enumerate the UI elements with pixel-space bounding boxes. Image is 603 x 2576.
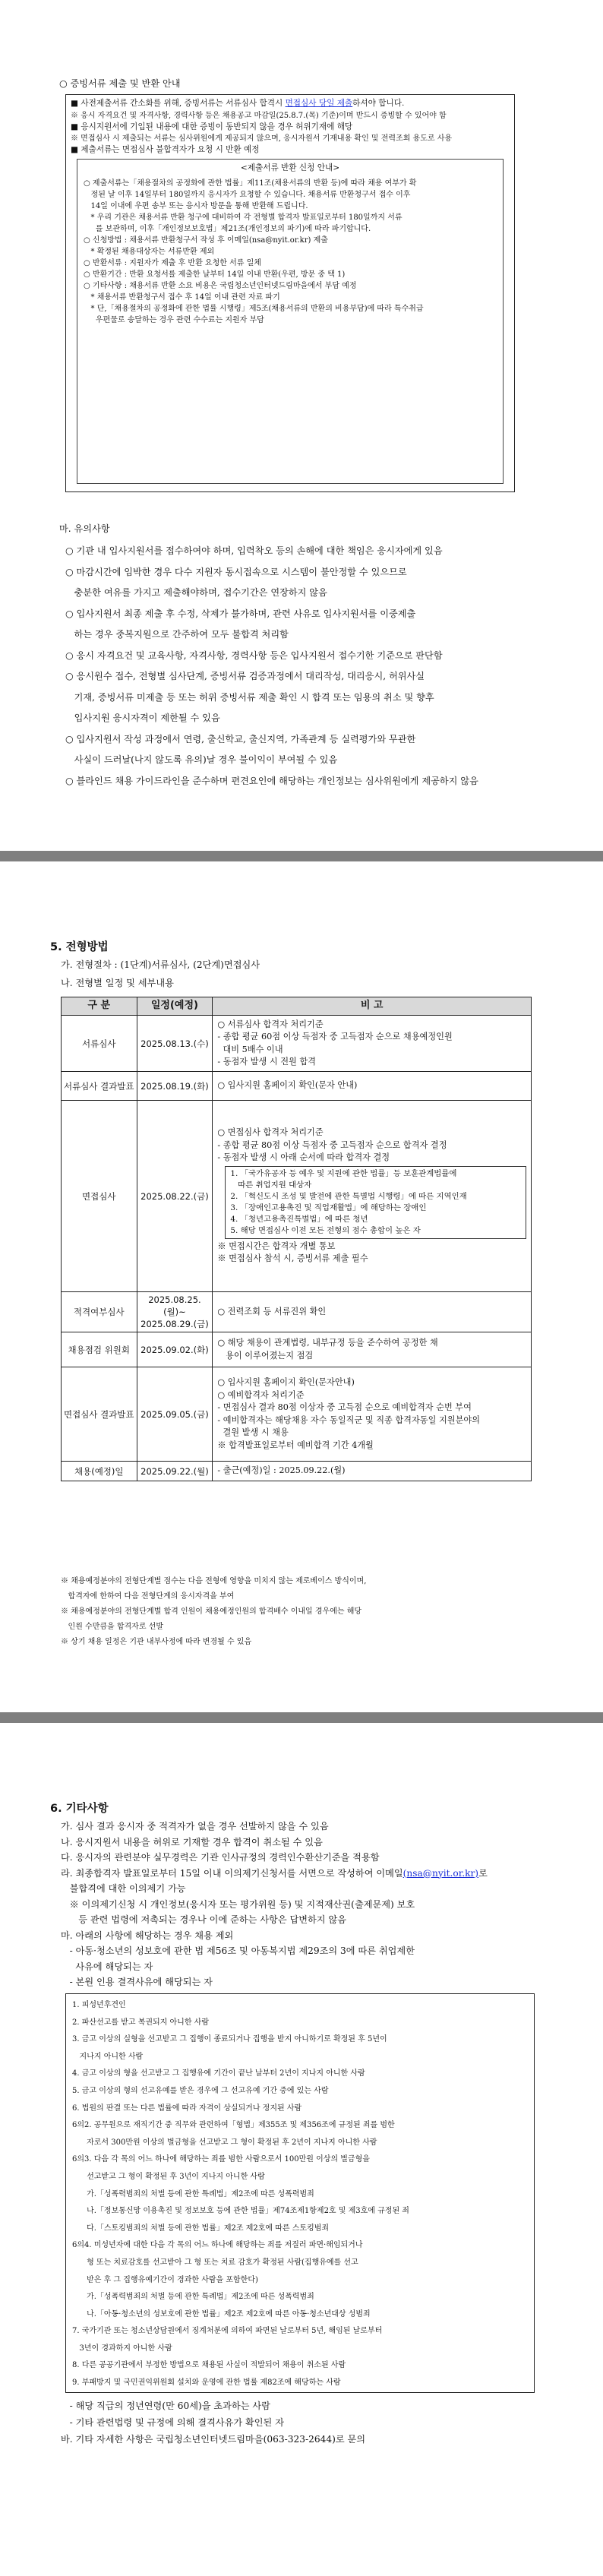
- tiebreak-rule: 따른 취업지원 대상자: [230, 1180, 312, 1190]
- note-line: 용이 이루어졌는지 점검: [217, 1350, 314, 1361]
- note-line: ※ 합격발표일로부터 예비합격 기간 4개월: [217, 1440, 374, 1450]
- disqualification-item-23: 9. 부패방지 및 국민권익위원회 설치와 운영에 관한 법률 제82조에 해당하는 사람: [72, 2378, 341, 2388]
- disqualification-item-18: 가.「성폭력범죄의 처벌 등에 관한 특례법」제2조에 따른 성폭력범죄: [72, 2293, 314, 2302]
- caution-line-2: ○ 마감시간에 임박한 경우 다수 지원자 동시접속으로 시스템이 불안정할 수 있으므로: [65, 566, 407, 577]
- schedule-row: [62, 1072, 532, 1101]
- disqualification-item-13: 나.「정보통신망 이용촉진 및 정보보호 등에 관한 법률」제74조제1항제2호 및 제3호에 규정된 죄: [72, 2207, 409, 2216]
- section-5-title: 5. 전형방법: [50, 941, 109, 953]
- note-line: - 종합 평균 80점 이상 득점자 중 고득점자 순으로 합격자 결정: [217, 1139, 447, 1150]
- return-info-line-12: * 단,「채용절차의 공정화에 관한 법률 시행령」제5조(채용서류의 반환의 비용부담)에 따라 특수취급: [84, 304, 424, 313]
- misc-rule-5: 불합격에 대한 이의제기 가능: [61, 1883, 186, 1894]
- disqualification-item-2: 2. 파산선고를 받고 복권되지 아니한 사람: [72, 2018, 209, 2027]
- tiebreak-rule: 3. 「장애인고용촉진 및 직업재활법」에 해당하는 장애인: [230, 1203, 427, 1212]
- note-line: ○ 해당 채용이 관계법령, 내부규정 등을 준수하여 공정한 채: [217, 1338, 438, 1348]
- notes-cell: [213, 1101, 532, 1292]
- notice-line-2: ※ 응시 자격요건 및 자격사항, 경력사항 등은 채용공고 마감일(25.8.7.(목) 기준)이며 반드시 증빙할 수 있어야 함: [71, 111, 447, 120]
- disqualification-item-11: 선고받고 그 형이 확정된 후 3년이 지나지 아니한 사람: [72, 2172, 265, 2181]
- misc-line-2: - 기타 관련법령 및 규정에 의해 결격사유가 확인된 자: [61, 2417, 284, 2428]
- tiebreak-criteria-box: [225, 1166, 526, 1239]
- schedule-row: [62, 1292, 532, 1332]
- stage-cell: 면접심사 결과발표: [62, 1367, 137, 1462]
- schedule-footnote-3: ※ 채용예정분야의 전형단계별 합격 인원이 채용예정인원의 합격배수 이내일 경우에는 해당: [61, 1607, 362, 1616]
- disqualification-item-12: 가.「성폭력범죄의 처벌 등에 관한 특례법」제2조에 따른 성폭력범죄: [72, 2189, 314, 2198]
- note-line: - 면접심사 결과 80점 이상자 중 고득점 순으로 예비합격자 순번 부여: [217, 1402, 472, 1412]
- notice-line-1: ■ 사전제출서류 간소화를 위해, 증빙서류는 서류심사 합격시 면접심사 당일 제출하셔야 합니다.: [71, 99, 405, 108]
- return-info-line-4: * 우리 기관은 채용서류 반환 청구에 대비하여 각 전형별 합격자 발표일로부터 180일까지 서류: [84, 213, 403, 222]
- stage-cell: 적격여부심사: [62, 1292, 137, 1332]
- schedule-row: [62, 1462, 532, 1481]
- return-info-line-13: 우편물로 송달하는 경우 관련 수수료는 지원자 부담: [84, 315, 264, 324]
- schedule-footnote-1: ※ 채용예정분야의 전형단계별 점수는 다음 전형에 영향을 미치지 않는 제로베이스 방식이며,: [61, 1577, 367, 1585]
- disqualification-item-10: 6의3. 다음 각 목의 어느 하나에 해당하는 죄를 범한 사람으로서 100만원 이상의 벌금형을: [72, 2155, 370, 2164]
- tiebreak-rule: 5. 해당 면접심사 이전 모든 전형의 점수 총합이 높은 자: [230, 1225, 421, 1235]
- stage-cell: 채용(예정)일: [62, 1462, 137, 1481]
- return-info-line-6: ○ 신청방법 : 채용서류 반환청구서 작성 후 이메일(nsa@nyit.or.kr) 제출: [84, 235, 328, 245]
- schedule-footnote-2: 합격자에 한하여 다음 전형단계의 응시자격을 부여: [61, 1592, 235, 1601]
- return-info-line-7: * 확정된 채용대상자는 서류반환 제외: [84, 247, 215, 256]
- return-request-box: [77, 159, 504, 484]
- schedule-row: [62, 1367, 532, 1462]
- note-line: 대비 5배수 이내: [217, 1044, 283, 1054]
- disqualification-item-8: 6의2. 공무원으로 재직기간 중 직무와 관련하여「형법」제355조 및 제356조에 규정된 죄를 범한: [72, 2121, 395, 2130]
- misc-rule-1: 가. 심사 결과 응시자 중 적격자가 없을 경우 선발하지 않을 수 있음: [61, 1821, 329, 1832]
- note-line: ○ 서류심사 합격자 처리기준: [217, 1019, 324, 1029]
- date-cell: 2025.08.22.(금): [137, 1101, 213, 1292]
- schedule-row: [62, 1016, 532, 1072]
- notes-cell: [213, 1072, 532, 1101]
- documents-heading: ○ 증빙서류 제출 및 반환 안내: [59, 78, 181, 89]
- schedule-row: [62, 1332, 532, 1367]
- return-info-line-10: ○ 기타사항 : 채용서류 반환 소요 비용은 국립청소년인터넷드림마을에서 부담 예정: [84, 281, 357, 290]
- note-line: - 출근(예정)일 : 2025.09.22.(월): [217, 1465, 346, 1476]
- return-info-line-8: ○ 반환서류 : 지원자가 제출 후 반환 요청한 서류 일체: [84, 258, 261, 267]
- notice-line-3: ■ 응시지원서에 기입된 내용에 대한 증빙이 동반되지 않을 경우 허위기재에 해당: [71, 122, 353, 131]
- disqualification-item-19: 나.「아동·청소년의 성보호에 관한 법률」제2조 제2호에 따른 아동·청소년대상 성범죄: [72, 2309, 371, 2318]
- date-cell: 2025.09.22.(월): [137, 1462, 213, 1481]
- stage-cell: 서류심사 결과발표: [62, 1072, 137, 1101]
- notes-cell: [213, 1462, 532, 1481]
- return-info-line-5: 를 보관하며, 이후「개인정보보호법」제21조(개인정보의 파기)에 따라 파기합니다.: [84, 224, 371, 233]
- disqualification-item-21: 3년이 경과하지 아니한 사람: [72, 2344, 172, 2353]
- disqualification-item-7: 6. 법원의 판결 또는 다른 법률에 따라 자격이 상실되거나 정지된 사람: [72, 2103, 302, 2113]
- selection-process: 가. 전형절차 : (1단계)서류심사, (2단계)면접심사: [61, 959, 260, 970]
- return-info-line-2: 정된 날 이후 14일부터 180일까지 응시자가 요청할 수 있습니다. 채용서류 반환청구서 접수 이후: [84, 190, 411, 199]
- interview-note: ※ 면접심사 참석 시, 증빙서류 제출 필수: [217, 1253, 368, 1264]
- caution-line-7: ○ 응시원수 접수, 전형별 심사단계, 증빙서류 검증과정에서 대리작성, 대리응시, 허위사실: [65, 671, 425, 681]
- col-header-notes: 비 고: [213, 997, 532, 1016]
- col-header-stage: 구 분: [62, 997, 137, 1016]
- disqualification-item-9: 자로서 300만원 이상의 벌금형을 선고받고 그 형이 확정된 후 2년이 지나지 아니한 사람: [72, 2138, 377, 2147]
- misc-rule-8: 마. 아래의 사항에 해당하는 경우 채용 제외: [61, 1930, 234, 1941]
- disqualification-item-6: 5. 금고 이상의 형의 선고유예를 받은 경우에 그 선고유예 기간 중에 있는 사람: [72, 2086, 329, 2095]
- tiebreak-rule: 4. 「청년고용촉진특별법」에 따른 청년: [230, 1214, 368, 1224]
- misc-line-3: 바. 기타 자세한 사항은 국립청소년인터넷드림마을(063-323-2644)로 문의: [61, 2434, 366, 2445]
- note-line: - 종합 평균 60점 이상 득점자 중 고득점자 순으로 채용예정인원: [217, 1032, 453, 1041]
- disqualification-item-5: 4. 금고 이상의 형을 선고받고 그 집행유예 기간이 끝난 날부터 2년이 지나지 아니한 사람: [72, 2069, 365, 2078]
- note-line: - 동점자 발생 시 전원 합격: [217, 1057, 316, 1067]
- disqualification-item-14: 다.「스토킹범죄의 처벌 등에 관한 법률」제2조 제2호에 따른 스토킹범죄: [72, 2224, 330, 2233]
- caution-line-12: ○ 블라인드 채용 가이드라인을 준수하며 편견요인에 해당하는 개인정보는 심사위원에게 제공하지 않음: [65, 775, 478, 786]
- notes-cell: [213, 1292, 532, 1332]
- document-page-1: [0, 0, 603, 851]
- return-info-line-9: ○ 반환기간 : 반환 요청서를 제출한 날부터 14일 이내 반환(우편, 방문 중 택 1): [84, 270, 346, 279]
- note-line: ○ 전력조회 등 서류진위 확인: [217, 1306, 327, 1316]
- section-6-title: 6. 기타사항: [50, 1803, 109, 1815]
- disqualification-item-3: 3. 금고 이상의 실형을 선고받고 그 집행이 종료되거나 집행을 받지 아니하기로 확정된 후 5년이: [72, 2035, 387, 2044]
- document-notice-box: [65, 94, 515, 492]
- stage-cell: 채용점검 위원회: [62, 1332, 137, 1367]
- date-cell: 2025.08.19.(화): [137, 1072, 213, 1101]
- note-line: ○ 예비합격자 처리기준: [217, 1389, 305, 1400]
- schedule-heading: 나. 전형별 일정 및 세부내용: [61, 978, 174, 988]
- caution-line-4: ○ 입사지원서 최종 제출 후 수정, 삭제가 불가하며, 관련 사유로 입사지원서를 이중제출: [65, 608, 416, 619]
- disqualification-item-4: 지나지 아니한 사람: [72, 2052, 144, 2061]
- schedule-row: [62, 1101, 532, 1292]
- date-cell: 2025.09.02.(화): [137, 1332, 213, 1367]
- stage-cell: 서류심사: [62, 1016, 137, 1072]
- misc-rule-4: 라. 최종합격자 발표일로부터 15일 이내 이의제기신청서를 서면으로 작성하여 이메일(nsa@nyit.or.kr)로: [61, 1867, 488, 1879]
- schedule-footnote-4: 인원 수만큼을 합격자로 선발: [61, 1623, 163, 1631]
- notice-line-5: ■ 제출서류는 면접심사 불합격자가 요청 시 반환 예정: [71, 145, 260, 154]
- document-page-2: [0, 861, 603, 1712]
- misc-rule-6: ※ 이의제기신청 시 개인정보(응시자 또는 평가위원 등) 및 지적재산권(출제문제) 보호: [61, 1898, 415, 1910]
- stage-cell: 면접심사: [62, 1101, 137, 1292]
- return-info-line-3: 14일 이내에 우편 송부 또는 응시자 방문을 통해 반환해 드립니다.: [84, 201, 308, 210]
- date-cell: 2025.09.05.(금): [137, 1367, 213, 1462]
- contact-email-link[interactable]: (nsa@nyit.or.kr): [403, 1867, 479, 1879]
- document-page-3: [0, 1723, 603, 2576]
- disqualification-item-22: 8. 다른 공공기관에서 부정한 방법으로 채용된 사실이 적발되어 채용이 취소된 사람: [72, 2361, 346, 2370]
- disqualification-item-1: 1. 피성년후견인: [72, 2001, 126, 2009]
- notes-cell: [213, 1332, 532, 1367]
- caution-line-8: 기재, 증빙서류 미제출 등 또는 허위 증빙서류 제출 확인 시 합격 또는 임용의 취소 및 향후: [65, 691, 434, 703]
- caution-line-10: ○ 입사지원서 작성 과정에서 연령, 출신학교, 출신지역, 가족관계 등 실력평가와 무관한: [65, 733, 416, 744]
- notes-cell: [213, 1367, 532, 1462]
- tiebreak-rule: 2. 「혁신도시 조성 및 발전에 관한 특별법 시행령」에 따른 지역인재: [230, 1191, 467, 1201]
- disqualification-item-20: 7. 국가기관 또는 청소년상담원에서 징계처분에 의하여 파면된 날로부터 5년, 해임된 날로부터: [72, 2327, 383, 2336]
- interview-note: ※ 면접시간은 합격자 개별 통보: [217, 1241, 336, 1251]
- note-line: - 예비합격자는 해당채용 자수 동일직군 및 직종 합격자동일 지원분야의: [217, 1414, 480, 1425]
- caution-line-6: ○ 응시 자격요건 및 교육사항, 자격사항, 경력사항 등은 입사지원서 접수기한 기준으로 판단함: [65, 650, 443, 661]
- submit-day-link[interactable]: 면접심사 당일 제출: [285, 99, 353, 108]
- caution-line-1: ○ 기관 내 입사지원서를 접수하여야 하며, 입력착오 등의 손해에 대한 책임은 응시자에게 있음: [65, 545, 443, 556]
- disqualification-item-15: 6의4. 미성년자에 대한 다음 각 목의 어느 하나에 해당하는 죄를 저질러 파면·해임되거나: [72, 2241, 363, 2250]
- notes-heading: 마. 유의사항: [59, 523, 110, 534]
- note-line: 결원 발생 시 채용: [217, 1427, 289, 1437]
- tiebreak-rule: 1. 「국가유공자 등 예우 및 지원에 관한 법률」등 보훈관계법률에: [230, 1168, 457, 1178]
- return-info-line-1: ○ 제출서류는「채용절차의 공정화에 관한 법률」제11조(채용서류의 반환 등)에 따라 채용 여부가 확: [84, 179, 417, 188]
- note-line: - 동점자 발생 시 아래 순서에 따라 합격자 결정: [217, 1152, 390, 1163]
- misc-rule-11: - 본원 인용 결격사유에 해당되는 자: [61, 1977, 213, 1987]
- disqualification-item-16: 형 또는 치료감호를 선고받아 그 형 또는 치료 감호가 확정된 사람(집행유예를 선고: [72, 2258, 358, 2267]
- disqualification-item-17: 받은 후 그 집행유예기간이 경과한 사람을 포함한다): [72, 2275, 258, 2284]
- caution-line-11: 사실이 드러날(나지 않도록 유의)날 경우 불이익이 부여될 수 있음: [65, 754, 338, 765]
- misc-rule-9: - 아동·청소년의 성보호에 관한 법 제56조 및 아동복지법 제29조의 3에 따른 취업제한: [61, 1945, 415, 1956]
- return-info-line-11: * 채용서류 반환청구서 접수 후 14일 이내 관련 자료 파기: [84, 292, 280, 302]
- note-line: ○ 입사지원 홈페이지 확인(문자 안내): [217, 1080, 358, 1091]
- date-cell: 2025.08.13.(수): [137, 1016, 213, 1072]
- note-line: ○ 면접심사 합격자 처리기준: [217, 1127, 324, 1138]
- note-line: ○ 입사지원 홈페이지 확인(문자안내): [217, 1377, 355, 1387]
- misc-rule-10: 사유에 해당되는 자: [61, 1961, 153, 1972]
- caution-line-5: 하는 경우 중복지원으로 간주하여 모두 불합격 처리함: [65, 629, 289, 640]
- caution-line-3: 충분한 여유를 가지고 제출해야하며, 접수기간은 연장하지 않음: [65, 587, 327, 598]
- misc-rule-7: 등 관련 법령에 저촉되는 경우나 이에 준하는 사항은 답변하지 않음: [61, 1914, 346, 1925]
- schedule-table: [61, 997, 532, 1481]
- misc-rule-3: 다. 응시자의 관련분야 실무경력은 기관 인사규정의 경력인수환산기준을 적용함: [61, 1852, 380, 1863]
- misc-rule-2: 나. 응시지원서 내용을 허위로 기재할 경우 합격이 취소될 수 있음: [61, 1836, 323, 1847]
- schedule-footnote-5: ※ 상기 채용 일정은 기관 내부사정에 따라 변경될 수 있음: [61, 1638, 252, 1646]
- notice-line-4: ※ 면접심사 시 제출되는 서류는 심사위원에게 제공되지 않으며, 응시자원서 기재내용 확인 및 전력조회 용도로 사용: [71, 134, 453, 143]
- date-cell: 2025.08.25.(월)~ 2025.08.29.(금): [137, 1292, 213, 1332]
- col-header-date: 일정(예정): [137, 997, 213, 1016]
- disqualification-box: [65, 1993, 535, 2393]
- misc-line-1: - 해당 직급의 정년연령(만 60세)을 초과하는 사람: [61, 2401, 270, 2411]
- notes-cell: [213, 1016, 532, 1072]
- return-request-title: <제출서류 반환 신청 안내>: [240, 163, 340, 172]
- caution-line-9: 입사지원 응시자격이 제한될 수 있음: [65, 713, 220, 723]
